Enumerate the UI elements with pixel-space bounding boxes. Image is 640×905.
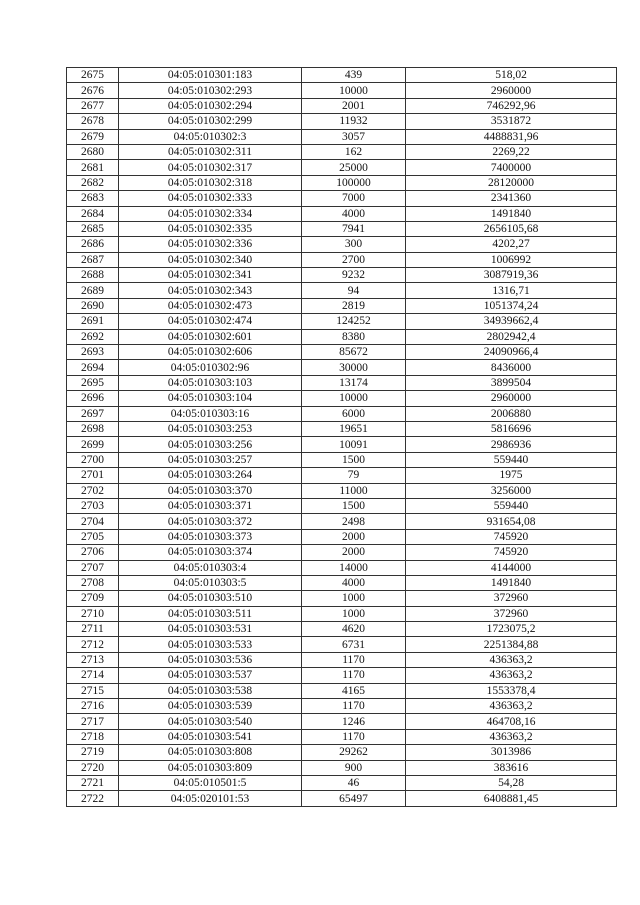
- row-number-cell: 2677: [67, 98, 119, 113]
- cadastral-value-cell: 383616: [406, 760, 617, 775]
- row-number-cell: 2691: [67, 314, 119, 329]
- cadastral-number-cell: 04:05:010302:299: [119, 114, 302, 129]
- row-number-cell: 2704: [67, 514, 119, 529]
- area-cell: 19651: [302, 421, 406, 436]
- row-number-cell: 2686: [67, 237, 119, 252]
- row-number-cell: 2722: [67, 791, 119, 806]
- area-cell: 1000: [302, 606, 406, 621]
- cadastral-value-cell: 436363,2: [406, 652, 617, 667]
- table-row: [67, 114, 617, 129]
- area-cell: 11000: [302, 483, 406, 498]
- table-row: [67, 699, 617, 714]
- cadastral-number-cell: 04:05:010302:333: [119, 191, 302, 206]
- table-row: [67, 83, 617, 98]
- row-number-cell: 2720: [67, 760, 119, 775]
- table-row: [67, 129, 617, 144]
- row-number-cell: 2707: [67, 560, 119, 575]
- cadastral-value-cell: 1553378,4: [406, 683, 617, 698]
- cadastral-number-cell: 04:05:010303:256: [119, 437, 302, 452]
- area-cell: 4000: [302, 575, 406, 590]
- row-number-cell: 2679: [67, 129, 119, 144]
- row-number-cell: 2712: [67, 637, 119, 652]
- cadastral-number-cell: 04:05:010302:3: [119, 129, 302, 144]
- area-cell: 10091: [302, 437, 406, 452]
- row-number-cell: 2718: [67, 729, 119, 744]
- cadastral-value-cell: 28120000: [406, 175, 617, 190]
- row-number-cell: 2708: [67, 575, 119, 590]
- table-row: [67, 329, 617, 344]
- cadastral-number-cell: 04:05:010303:511: [119, 606, 302, 621]
- area-cell: 9232: [302, 268, 406, 283]
- table-row: [67, 791, 617, 806]
- area-cell: 2819: [302, 298, 406, 313]
- cadastral-number-cell: 04:05:010303:264: [119, 468, 302, 483]
- table-row: [67, 421, 617, 436]
- cadastral-value-cell: 3256000: [406, 483, 617, 498]
- cadastral-value-cell: 24090966,4: [406, 345, 617, 360]
- row-number-cell: 2684: [67, 206, 119, 221]
- table-row: [67, 391, 617, 406]
- cadastral-value-cell: 2251384,88: [406, 637, 617, 652]
- table-row: [67, 360, 617, 375]
- table-row: [67, 452, 617, 467]
- area-cell: 4165: [302, 683, 406, 698]
- cadastral-value-cell: 2341360: [406, 191, 617, 206]
- cadastral-value-cell: 464708,16: [406, 714, 617, 729]
- cadastral-number-cell: 04:05:010302:340: [119, 252, 302, 267]
- area-cell: 2000: [302, 545, 406, 560]
- row-number-cell: 2682: [67, 175, 119, 190]
- table-row: [67, 375, 617, 390]
- cadastral-number-cell: 04:05:010303:531: [119, 622, 302, 637]
- area-cell: 4620: [302, 622, 406, 637]
- cadastral-value-cell: 2960000: [406, 391, 617, 406]
- area-cell: 10000: [302, 83, 406, 98]
- area-cell: 300: [302, 237, 406, 252]
- area-cell: 14000: [302, 560, 406, 575]
- table-row: [67, 637, 617, 652]
- cadastral-value-cell: 436363,2: [406, 729, 617, 744]
- cadastral-number-cell: 04:05:010303:510: [119, 591, 302, 606]
- cadastral-number-cell: 04:05:010302:294: [119, 98, 302, 113]
- row-number-cell: 2690: [67, 298, 119, 313]
- cadastral-value-cell: 2006880: [406, 406, 617, 421]
- table-row: [67, 144, 617, 159]
- table-row: [67, 775, 617, 790]
- table-row: [67, 483, 617, 498]
- table-row: [67, 560, 617, 575]
- table-row: [67, 437, 617, 452]
- table-row: [67, 268, 617, 283]
- cadastral-number-cell: 04:05:010302:336: [119, 237, 302, 252]
- cadastral-number-cell: 04:05:010303:371: [119, 498, 302, 513]
- row-number-cell: 2687: [67, 252, 119, 267]
- cadastral-number-cell: 04:05:010501:5: [119, 775, 302, 790]
- cadastral-number-cell: 04:05:010302:601: [119, 329, 302, 344]
- row-number-cell: 2721: [67, 775, 119, 790]
- row-number-cell: 2701: [67, 468, 119, 483]
- row-number-cell: 2698: [67, 421, 119, 436]
- cadastral-number-cell: 04:05:010303:4: [119, 560, 302, 575]
- cadastral-number-cell: 04:05:010303:103: [119, 375, 302, 390]
- area-cell: 1246: [302, 714, 406, 729]
- table-row: [67, 68, 617, 83]
- table-row: [67, 498, 617, 513]
- area-cell: 30000: [302, 360, 406, 375]
- cadastral-value-cell: 372960: [406, 591, 617, 606]
- cadastral-value-cell: 4488831,96: [406, 129, 617, 144]
- table-row: [67, 191, 617, 206]
- cadastral-value-cell: 1491840: [406, 206, 617, 221]
- cadastral-value-cell: 1723075,2: [406, 622, 617, 637]
- cadastral-number-cell: 04:05:010303:541: [119, 729, 302, 744]
- cadastral-number-cell: 04:05:010302:293: [119, 83, 302, 98]
- table-row: [67, 606, 617, 621]
- row-number-cell: 2695: [67, 375, 119, 390]
- cadastral-number-cell: 04:05:010302:335: [119, 221, 302, 236]
- area-cell: 6000: [302, 406, 406, 421]
- table-row: [67, 252, 617, 267]
- cadastral-number-cell: 04:05:010303:370: [119, 483, 302, 498]
- table-row: [67, 575, 617, 590]
- cadastral-number-cell: 04:05:010303:104: [119, 391, 302, 406]
- row-number-cell: 2696: [67, 391, 119, 406]
- area-cell: 2000: [302, 529, 406, 544]
- cadastral-value-cell: 1051374,24: [406, 298, 617, 313]
- cadastral-number-cell: 04:05:010303:372: [119, 514, 302, 529]
- row-number-cell: 2685: [67, 221, 119, 236]
- cadastral-value-cell: 6408881,45: [406, 791, 617, 806]
- cadastral-number-cell: 04:05:010302:473: [119, 298, 302, 313]
- cadastral-value-cell: 1491840: [406, 575, 617, 590]
- row-number-cell: 2692: [67, 329, 119, 344]
- area-cell: 8380: [302, 329, 406, 344]
- cadastral-number-cell: 04:05:010303:808: [119, 745, 302, 760]
- cadastral-number-cell: 04:05:010302:96: [119, 360, 302, 375]
- table-row: [67, 160, 617, 175]
- cadastral-value-cell: 34939662,4: [406, 314, 617, 329]
- area-cell: 2700: [302, 252, 406, 267]
- cadastral-value-cell: 2986936: [406, 437, 617, 452]
- cadastral-value-cell: 4144000: [406, 560, 617, 575]
- row-number-cell: 2678: [67, 114, 119, 129]
- table-row: [67, 683, 617, 698]
- table-row: [67, 652, 617, 667]
- table-row: [67, 514, 617, 529]
- area-cell: 11932: [302, 114, 406, 129]
- cadastral-value-cell: 3899504: [406, 375, 617, 390]
- area-cell: 1000: [302, 591, 406, 606]
- area-cell: 79: [302, 468, 406, 483]
- area-cell: 6731: [302, 637, 406, 652]
- table-row: [67, 237, 617, 252]
- area-cell: 1170: [302, 652, 406, 667]
- area-cell: 10000: [302, 391, 406, 406]
- cadastral-value-cell: 5816696: [406, 421, 617, 436]
- area-cell: 100000: [302, 175, 406, 190]
- area-cell: 46: [302, 775, 406, 790]
- cadastral-value-cell: 3087919,36: [406, 268, 617, 283]
- cadastral-value-cell: 559440: [406, 498, 617, 513]
- cadastral-number-cell: 04:05:010302:318: [119, 175, 302, 190]
- area-cell: 1500: [302, 498, 406, 513]
- row-number-cell: 2715: [67, 683, 119, 698]
- cadastral-value-cell: 3013986: [406, 745, 617, 760]
- cadastral-value-cell: 54,28: [406, 775, 617, 790]
- area-cell: 4000: [302, 206, 406, 221]
- area-cell: 1170: [302, 699, 406, 714]
- area-cell: 162: [302, 144, 406, 159]
- row-number-cell: 2688: [67, 268, 119, 283]
- area-cell: 2001: [302, 98, 406, 113]
- table-row: [67, 529, 617, 544]
- row-number-cell: 2717: [67, 714, 119, 729]
- row-number-cell: 2713: [67, 652, 119, 667]
- cadastral-number-cell: 04:05:010302:317: [119, 160, 302, 175]
- cadastral-number-cell: 04:05:010301:183: [119, 68, 302, 83]
- row-number-cell: 2709: [67, 591, 119, 606]
- table-row: [67, 591, 617, 606]
- table-row: [67, 714, 617, 729]
- cadastral-value-cell: 559440: [406, 452, 617, 467]
- area-cell: 1170: [302, 729, 406, 744]
- row-number-cell: 2694: [67, 360, 119, 375]
- cadastral-number-cell: 04:05:010303:16: [119, 406, 302, 421]
- row-number-cell: 2711: [67, 622, 119, 637]
- row-number-cell: 2680: [67, 144, 119, 159]
- table-row: [67, 668, 617, 683]
- row-number-cell: 2705: [67, 529, 119, 544]
- cadastral-number-cell: 04:05:010302:474: [119, 314, 302, 329]
- table-row: [67, 98, 617, 113]
- cadastral-value-cell: 745920: [406, 545, 617, 560]
- table-row: [67, 298, 617, 313]
- cadastral-number-cell: 04:05:010302:341: [119, 268, 302, 283]
- cadastral-number-cell: 04:05:010303:533: [119, 637, 302, 652]
- row-number-cell: 2700: [67, 452, 119, 467]
- table-row: [67, 622, 617, 637]
- cadastral-number-cell: 04:05:010303:257: [119, 452, 302, 467]
- cadastral-value-cell: 746292,96: [406, 98, 617, 113]
- cadastral-number-cell: 04:05:010302:343: [119, 283, 302, 298]
- row-number-cell: 2699: [67, 437, 119, 452]
- area-cell: 65497: [302, 791, 406, 806]
- cadastral-value-cell: 2656105,68: [406, 221, 617, 236]
- area-cell: 3057: [302, 129, 406, 144]
- table-row: [67, 406, 617, 421]
- row-number-cell: 2676: [67, 83, 119, 98]
- table-row: [67, 760, 617, 775]
- table-row: [67, 745, 617, 760]
- table-row: [67, 468, 617, 483]
- area-cell: 1500: [302, 452, 406, 467]
- land-registry-table: [66, 67, 617, 807]
- row-number-cell: 2710: [67, 606, 119, 621]
- cadastral-number-cell: 04:05:010302:334: [119, 206, 302, 221]
- table-row: [67, 221, 617, 236]
- cadastral-number-cell: 04:05:010303:253: [119, 421, 302, 436]
- cadastral-value-cell: 1006992: [406, 252, 617, 267]
- cadastral-number-cell: 04:05:010303:539: [119, 699, 302, 714]
- table-row: [67, 283, 617, 298]
- row-number-cell: 2693: [67, 345, 119, 360]
- area-cell: 13174: [302, 375, 406, 390]
- cadastral-value-cell: 1975: [406, 468, 617, 483]
- cadastral-number-cell: 04:05:010302:311: [119, 144, 302, 159]
- row-number-cell: 2675: [67, 68, 119, 83]
- cadastral-number-cell: 04:05:010302:606: [119, 345, 302, 360]
- cadastral-value-cell: 518,02: [406, 68, 617, 83]
- row-number-cell: 2702: [67, 483, 119, 498]
- row-number-cell: 2719: [67, 745, 119, 760]
- cadastral-number-cell: 04:05:010303:537: [119, 668, 302, 683]
- table-row: [67, 314, 617, 329]
- cadastral-value-cell: 2960000: [406, 83, 617, 98]
- area-cell: 29262: [302, 745, 406, 760]
- cadastral-number-cell: 04:05:010303:538: [119, 683, 302, 698]
- area-cell: 85672: [302, 345, 406, 360]
- area-cell: 2498: [302, 514, 406, 529]
- cadastral-value-cell: 931654,08: [406, 514, 617, 529]
- cadastral-number-cell: 04:05:020101:53: [119, 791, 302, 806]
- cadastral-number-cell: 04:05:010303:809: [119, 760, 302, 775]
- area-cell: 124252: [302, 314, 406, 329]
- cadastral-value-cell: 436363,2: [406, 668, 617, 683]
- row-number-cell: 2689: [67, 283, 119, 298]
- cadastral-number-cell: 04:05:010303:5: [119, 575, 302, 590]
- row-number-cell: 2714: [67, 668, 119, 683]
- table-body: [67, 68, 617, 807]
- cadastral-value-cell: 745920: [406, 529, 617, 544]
- area-cell: 1170: [302, 668, 406, 683]
- table-row: [67, 345, 617, 360]
- table-row: [67, 729, 617, 744]
- table-row: [67, 545, 617, 560]
- area-cell: 900: [302, 760, 406, 775]
- row-number-cell: 2703: [67, 498, 119, 513]
- table-row: [67, 206, 617, 221]
- cadastral-value-cell: 8436000: [406, 360, 617, 375]
- cadastral-number-cell: 04:05:010303:540: [119, 714, 302, 729]
- cadastral-value-cell: 2802942,4: [406, 329, 617, 344]
- table-row: [67, 175, 617, 190]
- cadastral-number-cell: 04:05:010303:374: [119, 545, 302, 560]
- area-cell: 7000: [302, 191, 406, 206]
- area-cell: 439: [302, 68, 406, 83]
- cadastral-value-cell: 4202,27: [406, 237, 617, 252]
- cadastral-number-cell: 04:05:010303:536: [119, 652, 302, 667]
- row-number-cell: 2681: [67, 160, 119, 175]
- cadastral-number-cell: 04:05:010303:373: [119, 529, 302, 544]
- cadastral-value-cell: 3531872: [406, 114, 617, 129]
- cadastral-value-cell: 436363,2: [406, 699, 617, 714]
- cadastral-value-cell: 2269,22: [406, 144, 617, 159]
- cadastral-value-cell: 372960: [406, 606, 617, 621]
- area-cell: 25000: [302, 160, 406, 175]
- cadastral-value-cell: 7400000: [406, 160, 617, 175]
- area-cell: 7941: [302, 221, 406, 236]
- cadastral-value-cell: 1316,71: [406, 283, 617, 298]
- row-number-cell: 2697: [67, 406, 119, 421]
- row-number-cell: 2683: [67, 191, 119, 206]
- row-number-cell: 2706: [67, 545, 119, 560]
- row-number-cell: 2716: [67, 699, 119, 714]
- area-cell: 94: [302, 283, 406, 298]
